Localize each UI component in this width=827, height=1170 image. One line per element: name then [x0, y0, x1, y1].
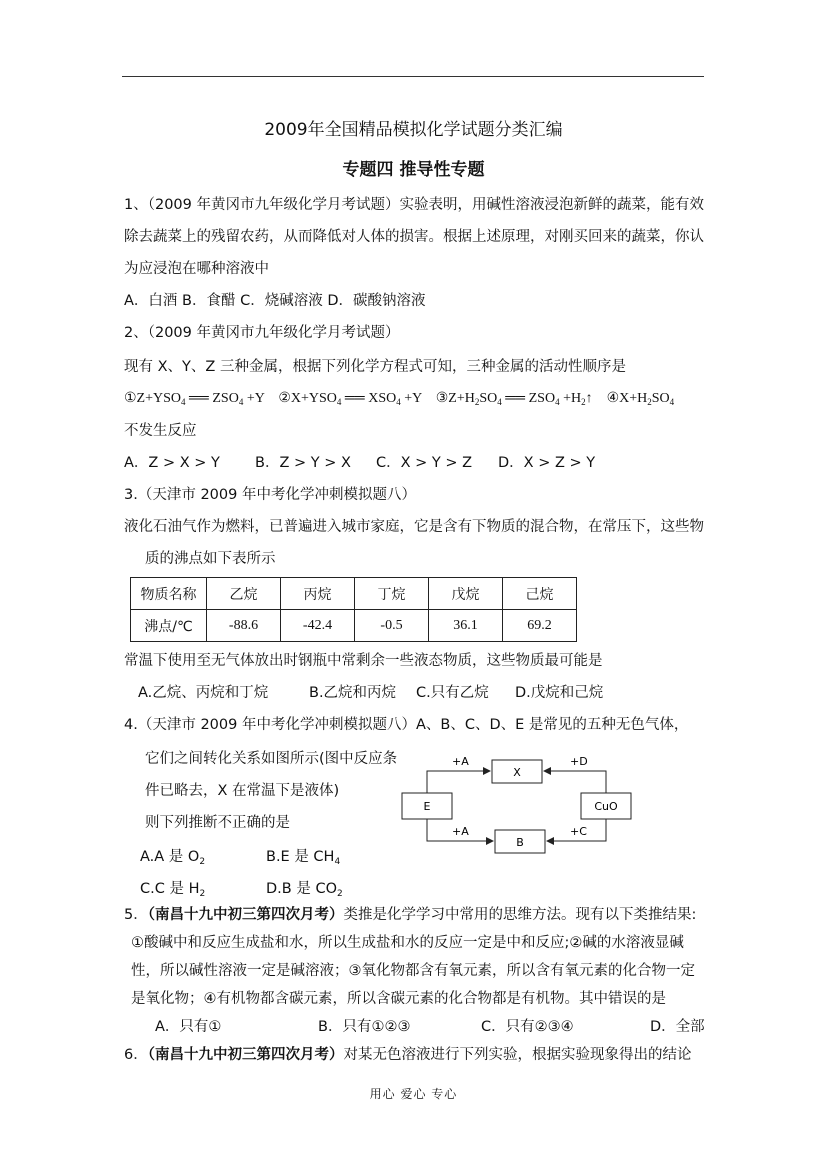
table-cell: 沸点/℃ [131, 610, 207, 642]
header-rule [122, 76, 704, 77]
q2-option-c: C．X > Y > Z [376, 455, 473, 471]
q4-line3: 件已略去，X 在常温下是液体) [145, 783, 340, 799]
q3-line1: 3.（天津市 2009 年中考化学冲刺模拟题八） [124, 487, 416, 503]
q4-line1: 4.（天津市 2009 年中考化学冲刺模拟题八）A、B、C、D、E 是常见的五种无色气体， [124, 717, 689, 733]
table-row [131, 610, 577, 642]
label-top-right: +D [570, 755, 588, 768]
q1-options: A．白酒 B．食醋 C．烧碱溶液 D．碳酸钠溶液 [124, 293, 426, 309]
q5-option-d: D．全部 [650, 1019, 705, 1035]
q3-line2: 液化石油气作为燃料，已普遍进入城市家庭，它是含有下物质的混合物，在常压下，这些物 [124, 519, 704, 535]
q5-line4: 是氧化物；④有机物都含碳元素，所以含碳元素的化合物都是有机物。其中错误的是 [131, 991, 666, 1007]
eq2: ②X+YSO [278, 391, 337, 406]
q4-line2: 它们之间转化关系如图所示(图中反应条 [145, 751, 398, 767]
q3-option-b: B.乙烷和丙烷 [309, 685, 397, 701]
page-footer: 用心 爱心 专心 [369, 1087, 458, 1101]
q1-line1: 1、（2009 年黄冈市九年级化学月考试题）实验表明，用碱性溶液浸泡新鲜的蔬菜，能有效 [124, 197, 704, 213]
q2-line2: 现有 X、Y、Z 三种金属，根据下列化学方程式可知，三种金属的活动性顺序是 [124, 359, 626, 375]
q4-line4: 则下列推断不正确的是 [145, 815, 290, 831]
q5-line1: 5．（南昌十九中初三第四次月考）类推是化学学习中常用的思维方法。现有以下类推结果: [124, 907, 697, 923]
q6-line1: 6．（南昌十九中初三第四次月考）对某无色溶液进行下列实验，根据实验现象得出的结论 [124, 1047, 692, 1063]
box-x-label: X [513, 766, 521, 779]
q3-option-a: A.乙烷、丙烷和丁烷 [138, 685, 269, 701]
q2-option-b: B．Z > Y > X [255, 455, 351, 471]
q4-option-b: B.E 是 $CH_4$ [266, 849, 341, 867]
q4-option-a: A.A 是 $O_2$ [140, 849, 206, 867]
q1-line3: 为应浸泡在哪种溶液中 [124, 261, 269, 277]
table-cell: 69.2 [503, 610, 577, 642]
page-title: 2009年全国精品模拟化学试题分类汇编 [264, 120, 563, 140]
q3-line4: 常温下使用至无气体放出时钢瓶中常剩余一些液态物质，这些物质最可能是 [124, 653, 603, 669]
table-cell: 丙烷 [281, 578, 355, 610]
table-cell: -0.5 [355, 610, 429, 642]
q3-option-c: C.只有乙烷 [416, 685, 489, 701]
table-cell: 己烷 [503, 578, 577, 610]
table-cell: 戊烷 [429, 578, 503, 610]
q4-option-d: D.B 是 $CO_2$ [266, 881, 343, 899]
q2-line1: 2、（2009 年黄冈市九年级化学月考试题） [124, 325, 400, 341]
q5-option-b: B．只有①②③ [318, 1019, 411, 1035]
eq3: ③Z+H [435, 391, 475, 406]
q5-option-c: C．只有②③④ [481, 1019, 574, 1035]
box-cuo-label: CuO [594, 800, 618, 813]
q5-line2: ①酸碱中和反应生成盐和水，所以生成盐和水的反应一定是中和反应;②碱的水溶液显碱 [131, 935, 684, 951]
q3-option-d: D.戊烷和己烷 [515, 685, 604, 701]
q1-line2: 除去蔬菜上的残留农药，从而降低对人体的损害。根据上述原理，对刚买回来的蔬菜，你认 [124, 229, 704, 245]
label-top-left: +A [452, 755, 469, 768]
label-bottom-right: +C [570, 825, 587, 838]
q2-equations: $①Z+YSO_4$ ══ $ZSO_4 +Y$ $②X+YSO_4$ ══ $XSO_4 +Y$ $③Z+H_2SO_4$ ══ $ZSO_4$ $+H_2↑$ $④X+H_2SO_4$ [124, 391, 675, 407]
table-cell: 乙烷 [207, 578, 281, 610]
q2-line4: 不发生反应 [124, 423, 197, 439]
eq4: ④X+H [606, 391, 648, 406]
boiling-point-table [130, 577, 577, 642]
label-bottom-left: +A [452, 825, 469, 838]
table-cell: -88.6 [207, 610, 281, 642]
table-cell: 丁烷 [355, 578, 429, 610]
q6-source: （南昌十九中初三第四次月考） [147, 1047, 344, 1063]
arrow-cuo-x [544, 771, 606, 793]
conversion-diagram [400, 750, 640, 860]
box-b-label: B [516, 836, 524, 849]
table-cell: -42.4 [281, 610, 355, 642]
table-row [131, 578, 577, 610]
q2-option-a: A．Z > X > Y [124, 455, 220, 471]
q5-source: （南昌十九中初三第四次月考） [147, 907, 344, 923]
eq1: ①Z+YSO [124, 391, 182, 406]
arrow-e-x [427, 771, 490, 793]
q5-line3: 性，所以碱性溶液一定是碱溶液；③氧化物都含有氧元素，所以含有氧元素的化合物一定 [131, 963, 695, 979]
q3-line3: 质的沸点如下表所示 [145, 551, 276, 567]
q5-option-a: A．只有① [155, 1019, 222, 1035]
table-cell: 物质名称 [131, 578, 207, 610]
q2-option-d: D．X > Z > Y [498, 455, 596, 471]
page-subtitle: 专题四 推导性专题 [342, 160, 485, 180]
box-e-label: E [423, 800, 431, 813]
q4-option-c: C.C 是 $H_2$ [140, 881, 206, 899]
table-cell: 36.1 [429, 610, 503, 642]
